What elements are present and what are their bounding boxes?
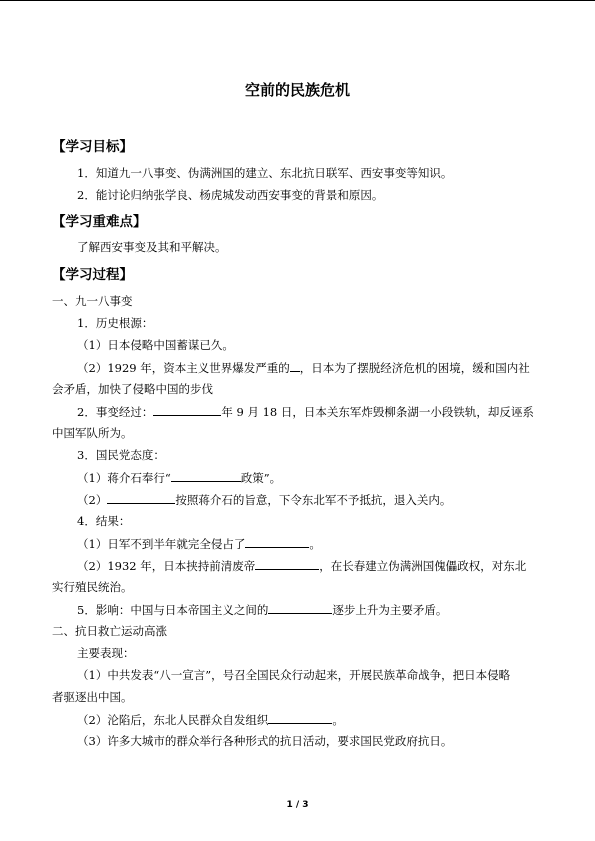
- result-1-part-a: （1）日军不到半年就完全侵占了: [77, 537, 246, 551]
- result-1-part-b: 。: [309, 537, 321, 551]
- part2-item-2: [77, 712, 344, 727]
- blank-line: [268, 602, 332, 614]
- result-item-2: [77, 558, 526, 573]
- course-cont: 中国军队所为。: [52, 426, 133, 440]
- course-part-b: 年 9 月 18 日，日本关东军炸毁柳条湖一小段铁轨，却反诬系: [221, 405, 534, 419]
- part2-item-2-part-b: 。: [332, 713, 344, 727]
- blank-line: [290, 360, 300, 372]
- part2-item-3: （3）许多大城市的群众举行各种形式的抗日活动，要求国民党政府抗日。: [77, 734, 453, 748]
- part2-item-1: （1）中共发表“八一宣言”，号召全国民众行动起来，开展民族革命战争，把日本侵略: [77, 668, 511, 682]
- course-part-a: 2．事变经过：: [77, 405, 154, 419]
- root-item-2-cont: 会矛盾，加快了侵略中国的步伐: [52, 382, 213, 396]
- attitude-item-1: [77, 470, 281, 485]
- part2-title: 二、抗日救亡运动高涨: [52, 624, 167, 638]
- result-item-1: [77, 536, 321, 551]
- impact-part-a: 5．影响：中国与日本帝国主义之间的: [77, 603, 269, 617]
- impact-line: [77, 602, 447, 617]
- root-item-2-part-a: （2）1929 年，资本主义世界爆发严重的: [77, 361, 290, 375]
- impact-part-b: 逐步上升为主要矛盾。: [332, 603, 448, 617]
- part1-title: 一、九一八事变: [52, 294, 133, 308]
- key-points-text: 了解西安事变及其和平解决。: [77, 240, 227, 254]
- course-line: [77, 404, 534, 419]
- result-2-part-b: ，在长春建立伪满洲国傀儡政权，对东北: [319, 559, 527, 573]
- root-item-2-part-b: ，日本为了摆脱经济危机的困境，缓和国内社: [299, 361, 530, 375]
- root-item-1: （1）日本侵略中国蓄谋已久。: [77, 338, 234, 352]
- root-item-2: [77, 360, 530, 375]
- result-item-2-cont: 实行殖民统治。: [52, 580, 133, 594]
- process-heading: 【学习过程】: [52, 267, 133, 283]
- blank-line: [245, 536, 309, 548]
- attitude-title: 3．国民党态度：: [77, 448, 165, 462]
- goals-heading: 【学习目标】: [52, 139, 133, 155]
- part2-item-2-part-a: （2）沦陷后，东北人民群众自发组织: [77, 713, 269, 727]
- goal-item-1: 1．知道九一八事变、伪满洲国的建立、东北抗日联军、西安事变等知识。: [77, 166, 453, 180]
- attitude-1-part-a: （1）蒋介石奉行“: [77, 471, 171, 485]
- result-title: 4．结果：: [77, 514, 131, 528]
- blank-line: [171, 470, 241, 482]
- result-2-part-a: （2）1932 年，日本挟持前清废帝: [77, 559, 256, 573]
- attitude-2-part-b: 按照蒋介石的旨意，下令东北军不予抵抗，退入关内。: [175, 493, 452, 507]
- blank-line: [153, 404, 221, 416]
- blank-line: [255, 558, 319, 570]
- attitude-2-part-a: （2）: [77, 493, 108, 507]
- key-points-heading: 【学习重难点】: [52, 214, 147, 230]
- top-border: [0, 0, 595, 1]
- part2-main-title: 主要表现：: [77, 646, 135, 660]
- document-title: 空前的民族危机: [244, 81, 350, 99]
- part2-item-1-cont: 者驱逐出中国。: [52, 690, 133, 704]
- blank-line: [107, 492, 175, 504]
- page-number: 1 / 3: [286, 800, 309, 810]
- root-title: 1．历史根源：: [77, 316, 154, 330]
- goal-item-2: 2．能讨论归纳张学良、杨虎城发动西安事变的背景和原因。: [77, 188, 384, 202]
- attitude-item-2: [77, 492, 451, 507]
- attitude-1-part-b: 政策”。: [240, 471, 282, 485]
- blank-line: [268, 712, 332, 724]
